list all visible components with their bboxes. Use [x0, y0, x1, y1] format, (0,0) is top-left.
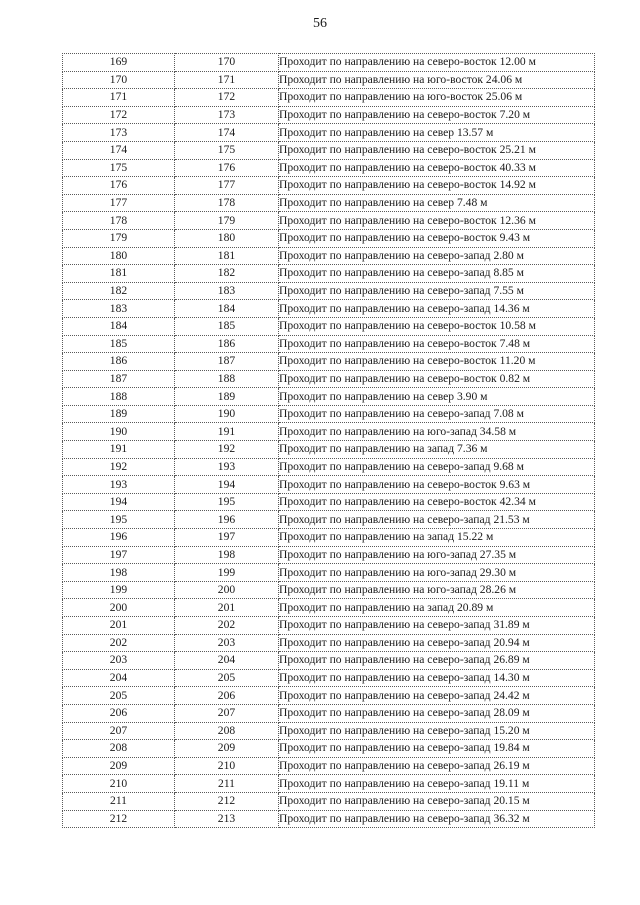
table-row — [63, 54, 595, 72]
table-row — [63, 89, 595, 107]
point-from-cell: 202 — [63, 634, 175, 652]
table-row — [63, 687, 595, 705]
table-row — [63, 810, 595, 828]
direction-description-cell: Проходит по направлению на северо-восток 11.20 м — [279, 353, 595, 371]
table-row — [63, 282, 595, 300]
point-to-cell: 180 — [175, 229, 279, 247]
point-from-cell: 175 — [63, 159, 175, 177]
point-to-cell: 200 — [175, 581, 279, 599]
direction-description-cell: Проходит по направлению на северо-запад 28.09 м — [279, 704, 595, 722]
direction-description-cell: Проходит по направлению на запад 15.22 м — [279, 529, 595, 547]
point-to-cell: 189 — [175, 388, 279, 406]
point-from-cell: 211 — [63, 792, 175, 810]
point-to-cell: 191 — [175, 423, 279, 441]
point-to-cell: 193 — [175, 458, 279, 476]
point-to-cell: 183 — [175, 282, 279, 300]
point-from-cell: 210 — [63, 775, 175, 793]
direction-description-cell: Проходит по направлению на северо-запад 2.80 м — [279, 247, 595, 265]
direction-description-cell: Проходит по направлению на северо-запад 26.19 м — [279, 757, 595, 775]
point-to-cell: 212 — [175, 792, 279, 810]
point-to-cell: 174 — [175, 124, 279, 142]
point-to-cell: 177 — [175, 177, 279, 195]
table-row — [63, 194, 595, 212]
point-to-cell: 195 — [175, 493, 279, 511]
point-from-cell: 191 — [63, 441, 175, 459]
direction-description-cell: Проходит по направлению на северо-восток 7.48 м — [279, 335, 595, 353]
table-row — [63, 317, 595, 335]
direction-description-cell: Проходит по направлению на север 7.48 м — [279, 194, 595, 212]
table-row — [63, 370, 595, 388]
point-from-cell: 199 — [63, 581, 175, 599]
direction-description-cell: Проходит по направлению на северо-запад 9.68 м — [279, 458, 595, 476]
point-to-cell: 202 — [175, 617, 279, 635]
point-from-cell: 186 — [63, 353, 175, 371]
table-row — [63, 335, 595, 353]
direction-description-cell: Проходит по направлению на северо-восток 9.43 м — [279, 229, 595, 247]
table-row — [63, 388, 595, 406]
point-from-cell: 170 — [63, 71, 175, 89]
direction-description-cell: Проходит по направлению на северо-запад 31.89 м — [279, 617, 595, 635]
point-to-cell: 186 — [175, 335, 279, 353]
table-row — [63, 212, 595, 230]
point-from-cell: 169 — [63, 54, 175, 72]
point-from-cell: 184 — [63, 317, 175, 335]
point-to-cell: 176 — [175, 159, 279, 177]
point-to-cell: 196 — [175, 511, 279, 529]
table-body — [63, 54, 595, 828]
point-to-cell: 192 — [175, 441, 279, 459]
table-row — [63, 704, 595, 722]
direction-description-cell: Проходит по направлению на юго-запад 34.58 м — [279, 423, 595, 441]
point-from-cell: 180 — [63, 247, 175, 265]
point-to-cell: 181 — [175, 247, 279, 265]
point-from-cell: 192 — [63, 458, 175, 476]
table-row — [63, 300, 595, 318]
direction-description-cell: Проходит по направлению на северо-восток 14.92 м — [279, 177, 595, 195]
point-to-cell: 179 — [175, 212, 279, 230]
direction-description-cell: Проходит по направлению на северо-восток 10.58 м — [279, 317, 595, 335]
table-row — [63, 757, 595, 775]
direction-description-cell: Проходит по направлению на юго-запад 28.26 м — [279, 581, 595, 599]
point-from-cell: 177 — [63, 194, 175, 212]
direction-description-cell: Проходит по направлению на юго-восток 25.06 м — [279, 89, 595, 107]
point-to-cell: 171 — [175, 71, 279, 89]
point-from-cell: 185 — [63, 335, 175, 353]
point-to-cell: 207 — [175, 704, 279, 722]
point-from-cell: 209 — [63, 757, 175, 775]
point-from-cell: 204 — [63, 669, 175, 687]
direction-description-cell: Проходит по направлению на северо-восток 42.34 м — [279, 493, 595, 511]
table-row — [63, 159, 595, 177]
point-to-cell: 211 — [175, 775, 279, 793]
table-row — [63, 617, 595, 635]
table-row — [63, 792, 595, 810]
direction-description-cell: Проходит по направлению на северо-запад 19.11 м — [279, 775, 595, 793]
point-from-cell: 182 — [63, 282, 175, 300]
point-from-cell: 174 — [63, 141, 175, 159]
point-from-cell: 208 — [63, 740, 175, 758]
point-from-cell: 188 — [63, 388, 175, 406]
point-to-cell: 205 — [175, 669, 279, 687]
point-to-cell: 194 — [175, 476, 279, 494]
point-to-cell: 208 — [175, 722, 279, 740]
table-row — [63, 564, 595, 582]
table-row — [63, 740, 595, 758]
table-row — [63, 405, 595, 423]
table-row — [63, 511, 595, 529]
point-from-cell: 206 — [63, 704, 175, 722]
direction-description-cell: Проходит по направлению на северо-восток 12.00 м — [279, 54, 595, 72]
direction-description-cell: Проходит по направлению на юго-запад 27.35 м — [279, 546, 595, 564]
point-from-cell: 181 — [63, 265, 175, 283]
point-to-cell: 197 — [175, 529, 279, 547]
table-row — [63, 177, 595, 195]
point-to-cell: 198 — [175, 546, 279, 564]
direction-description-cell: Проходит по направлению на северо-восток 9.63 м — [279, 476, 595, 494]
point-from-cell: 176 — [63, 177, 175, 195]
table-row — [63, 529, 595, 547]
direction-description-cell: Проходит по направлению на северо-запад 20.94 м — [279, 634, 595, 652]
point-to-cell: 206 — [175, 687, 279, 705]
table-row — [63, 441, 595, 459]
direction-description-cell: Проходит по направлению на северо-запад 7.08 м — [279, 405, 595, 423]
point-to-cell: 184 — [175, 300, 279, 318]
table-row — [63, 106, 595, 124]
direction-description-cell: Проходит по направлению на северо-запад 26.89 м — [279, 652, 595, 670]
point-from-cell: 178 — [63, 212, 175, 230]
point-to-cell: 175 — [175, 141, 279, 159]
point-to-cell: 213 — [175, 810, 279, 828]
point-to-cell: 203 — [175, 634, 279, 652]
point-from-cell: 189 — [63, 405, 175, 423]
point-from-cell: 196 — [63, 529, 175, 547]
point-from-cell: 207 — [63, 722, 175, 740]
point-to-cell: 173 — [175, 106, 279, 124]
direction-description-cell: Проходит по направлению на северо-запад 15.20 м — [279, 722, 595, 740]
direction-description-cell: Проходит по направлению на юго-запад 29.30 м — [279, 564, 595, 582]
point-to-cell: 172 — [175, 89, 279, 107]
table-row — [63, 581, 595, 599]
point-to-cell: 185 — [175, 317, 279, 335]
point-from-cell: 212 — [63, 810, 175, 828]
point-from-cell: 203 — [63, 652, 175, 670]
table-row — [63, 71, 595, 89]
direction-description-cell: Проходит по направлению на северо-запад 8.85 м — [279, 265, 595, 283]
table-row — [63, 652, 595, 670]
point-from-cell: 171 — [63, 89, 175, 107]
direction-description-cell: Проходит по направлению на северо-запад 36.32 м — [279, 810, 595, 828]
table-row — [63, 775, 595, 793]
table-row — [63, 476, 595, 494]
point-from-cell: 198 — [63, 564, 175, 582]
direction-description-cell: Проходит по направлению на запад 20.89 м — [279, 599, 595, 617]
point-to-cell: 187 — [175, 353, 279, 371]
direction-description-cell: Проходит по направлению на северо-восток 25.21 м — [279, 141, 595, 159]
point-from-cell: 201 — [63, 617, 175, 635]
point-to-cell: 209 — [175, 740, 279, 758]
direction-description-cell: Проходит по направлению на северо-запад 20.15 м — [279, 792, 595, 810]
point-from-cell: 197 — [63, 546, 175, 564]
table-row — [63, 669, 595, 687]
direction-description-cell: Проходит по направлению на северо-запад 21.53 м — [279, 511, 595, 529]
table-row — [63, 458, 595, 476]
table-row — [63, 353, 595, 371]
direction-description-cell: Проходит по направлению на запад 7.36 м — [279, 441, 595, 459]
point-to-cell: 210 — [175, 757, 279, 775]
point-from-cell: 190 — [63, 423, 175, 441]
table-row — [63, 423, 595, 441]
table-row — [63, 141, 595, 159]
point-from-cell: 173 — [63, 124, 175, 142]
point-from-cell: 183 — [63, 300, 175, 318]
point-from-cell: 172 — [63, 106, 175, 124]
table-row — [63, 546, 595, 564]
direction-description-cell: Проходит по направлению на северо-восток 12.36 м — [279, 212, 595, 230]
point-from-cell: 200 — [63, 599, 175, 617]
table-row — [63, 247, 595, 265]
point-from-cell: 205 — [63, 687, 175, 705]
point-from-cell: 195 — [63, 511, 175, 529]
direction-description-cell: Проходит по направлению на северо-восток 7.20 м — [279, 106, 595, 124]
direction-description-cell: Проходит по направлению на север 13.57 м — [279, 124, 595, 142]
direction-description-cell: Проходит по направлению на северо-запад 24.42 м — [279, 687, 595, 705]
point-from-cell: 179 — [63, 229, 175, 247]
point-to-cell: 190 — [175, 405, 279, 423]
table-row — [63, 493, 595, 511]
direction-description-cell: Проходит по направлению на северо-запад 14.36 м — [279, 300, 595, 318]
table-row — [63, 265, 595, 283]
direction-description-cell: Проходит по направлению на северо-запад 7.55 м — [279, 282, 595, 300]
point-to-cell: 182 — [175, 265, 279, 283]
point-from-cell: 194 — [63, 493, 175, 511]
table-row — [63, 124, 595, 142]
point-from-cell: 187 — [63, 370, 175, 388]
point-to-cell: 201 — [175, 599, 279, 617]
point-to-cell: 178 — [175, 194, 279, 212]
point-to-cell: 199 — [175, 564, 279, 582]
boundary-description-table — [62, 53, 595, 828]
direction-description-cell: Проходит по направлению на северо-запад 19.84 м — [279, 740, 595, 758]
table-row — [63, 599, 595, 617]
table-row — [63, 722, 595, 740]
table-row — [63, 229, 595, 247]
point-to-cell: 188 — [175, 370, 279, 388]
direction-description-cell: Проходит по направлению на северо-восток 0.82 м — [279, 370, 595, 388]
table-row — [63, 634, 595, 652]
point-to-cell: 204 — [175, 652, 279, 670]
direction-description-cell: Проходит по направлению на северо-запад 14.30 м — [279, 669, 595, 687]
direction-description-cell: Проходит по направлению на юго-восток 24.06 м — [279, 71, 595, 89]
point-to-cell: 170 — [175, 54, 279, 72]
direction-description-cell: Проходит по направлению на северо-восток 40.33 м — [279, 159, 595, 177]
direction-description-cell: Проходит по направлению на север 3.90 м — [279, 388, 595, 406]
point-from-cell: 193 — [63, 476, 175, 494]
page-number: 56 — [313, 16, 327, 31]
